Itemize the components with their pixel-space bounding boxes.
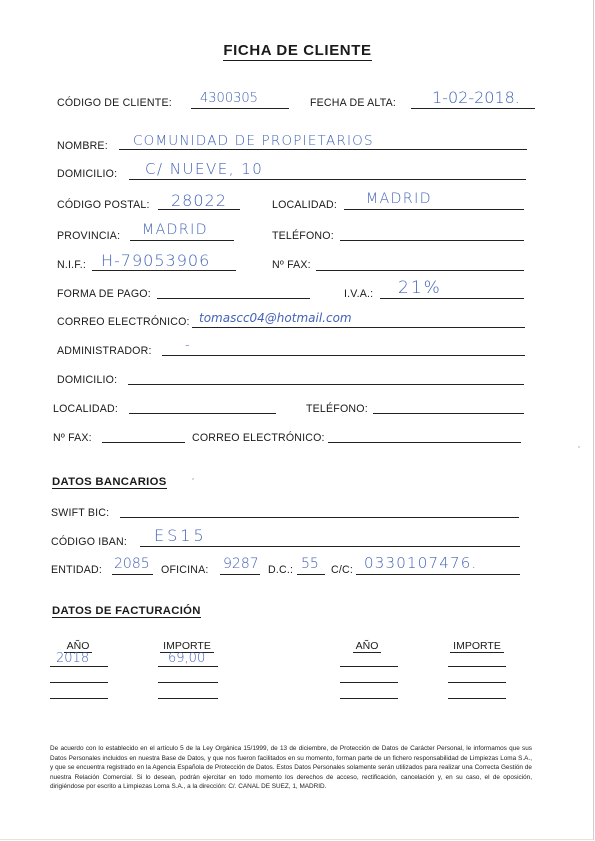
admin-email-line (328, 442, 521, 443)
account-line (356, 574, 520, 575)
postal-code-label: CÓDIGO POSTAL: (57, 199, 150, 211)
bank-entity-label: ENTIDAD: (51, 564, 103, 576)
nif-value[interactable]: H-79053906 (101, 251, 211, 270)
admin-fax-label: Nº FAX: (53, 432, 92, 444)
admin-phone-line (373, 413, 524, 414)
control-digit-line (297, 574, 325, 575)
billing-line (50, 682, 108, 683)
admin-email-label: CORREO ELECTRÓNICO: (192, 432, 325, 444)
payment-method-line (157, 298, 310, 299)
bank-data-heading: DATOS BANCARIOS (52, 476, 167, 488)
signup-date-line (411, 108, 535, 109)
bank-entity-line (112, 574, 153, 575)
billing-row-year[interactable]: 2018 (56, 651, 90, 666)
signup-date-label: FECHA DE ALTA: (310, 97, 397, 109)
scan-speck (192, 478, 194, 480)
bank-entity-value[interactable]: 2085 (114, 556, 150, 572)
admin-phone-label: TELÉFONO: (306, 403, 368, 415)
address-line (129, 179, 526, 180)
billing-line (340, 698, 398, 699)
email-value[interactable]: tomascc04@hotmail.com (199, 311, 352, 325)
billing-line (158, 682, 218, 683)
name-line (119, 149, 527, 150)
fax-label: Nº FAX: (272, 259, 311, 271)
administrator-label: ADMINISTRADOR: (57, 345, 152, 357)
province-value[interactable]: MADRID (142, 222, 209, 238)
branch-value[interactable]: 9287 (223, 556, 259, 572)
email-label: CORREO ELECTRÓNICO: (57, 316, 190, 328)
billing-line (158, 698, 218, 699)
billing-row-amount[interactable]: 69,00 (168, 651, 206, 666)
billing-line (448, 682, 506, 683)
admin-address-label: DOMICILIO: (57, 374, 118, 386)
address-label: DOMICILIO: (57, 168, 118, 180)
billing-line (50, 666, 108, 667)
col-amount-right: IMPORTE (442, 640, 512, 652)
admin-address-line (128, 384, 524, 385)
admin-fax-line (102, 442, 185, 443)
client-code-line (191, 108, 289, 109)
form-title: FICHA DE CLIENTE (223, 42, 372, 59)
administrator-value[interactable]: - (185, 338, 190, 353)
client-code-label: CÓDIGO DE CLIENTE: (57, 97, 172, 109)
postal-code-value[interactable]: 28022 (171, 191, 227, 210)
address-value[interactable]: C/ NUEVE, 10 (145, 160, 264, 178)
nif-line (92, 270, 236, 271)
billing-line (158, 666, 218, 667)
city-value[interactable]: MADRID (366, 191, 433, 207)
province-label: PROVINCIA: (57, 230, 121, 242)
col-amount-left: IMPORTE (152, 640, 222, 652)
billing-line (50, 698, 108, 699)
vat-label: I.V.A.: (344, 288, 374, 300)
city-line (344, 209, 524, 210)
iban-label: CÓDIGO IBAN: (51, 536, 127, 548)
admin-city-line (129, 413, 276, 414)
swift-label: SWIFT BIC: (51, 507, 110, 519)
iban-line (140, 546, 520, 547)
phone-line (340, 240, 524, 241)
email-line (192, 327, 525, 328)
nif-label: N.I.F.: (57, 259, 87, 271)
city-label: LOCALIDAD: (272, 199, 337, 211)
client-code-value[interactable]: 4300305 (200, 91, 258, 106)
signup-date-value[interactable]: 1-02-2018. (432, 88, 520, 107)
privacy-notice: De acuerdo con lo establecido en el artículo 5 de la Ley Orgánica 15/1999, de 13 de diciembre, de Protección de Datos de Carácter Personal, le informamos que sus Datos Personales incluidos en nuestra Base de Datos, y que nos fueron facilitados en su momento, forman parte de un fichero responsabilidad de Limpiezas Loma S.A., y que se encuentra registrado en la Agencia Española de Protección de Datos. Estos Datos Personales solamente serán utilizados para realizar una Correcta Gestión de nuestra Relación Comercial. Si lo desean, podrán ejercitar en todo momento los derechos de acceso, rectificación, cancelación y, en su caso, el de oposición, dirigiéndose por escrito a Limpiezas Loma S.A., a la dirección: C/. CANAL DE SUEZ, 1, MADRID. (50, 745, 532, 791)
vat-line (380, 298, 524, 299)
admin-city-label: LOCALIDAD: (53, 403, 118, 415)
control-digit-label: D.C.: (268, 564, 294, 576)
col-year-right: AÑO (337, 640, 397, 652)
administrator-line (162, 355, 525, 356)
billing-line (448, 666, 506, 667)
name-value[interactable]: COMUNIDAD DE PROPIETARIOS (133, 133, 374, 149)
branch-label: OFICINA: (161, 564, 209, 576)
iban-value[interactable]: ES15 (154, 526, 207, 545)
account-label: C/C: (331, 564, 353, 576)
name-label: NOMBRE: (57, 140, 108, 152)
col-year-left: AÑO (48, 640, 108, 652)
phone-label: TELÉFONO: (272, 230, 334, 242)
account-value[interactable]: 0330107476. (364, 554, 478, 572)
billing-line (340, 682, 398, 683)
province-line (130, 240, 234, 241)
control-digit-value[interactable]: 55 (301, 556, 319, 572)
branch-line (220, 574, 260, 575)
scan-speck (578, 446, 580, 448)
billing-data-heading: DATOS DE FACTURACIÓN (52, 605, 201, 617)
billing-line (448, 698, 506, 699)
billing-line (340, 666, 398, 667)
fax-line (316, 270, 524, 271)
payment-method-label: FORMA DE PAGO: (57, 288, 151, 300)
swift-line (120, 517, 519, 518)
vat-value[interactable]: 21% (398, 278, 442, 298)
